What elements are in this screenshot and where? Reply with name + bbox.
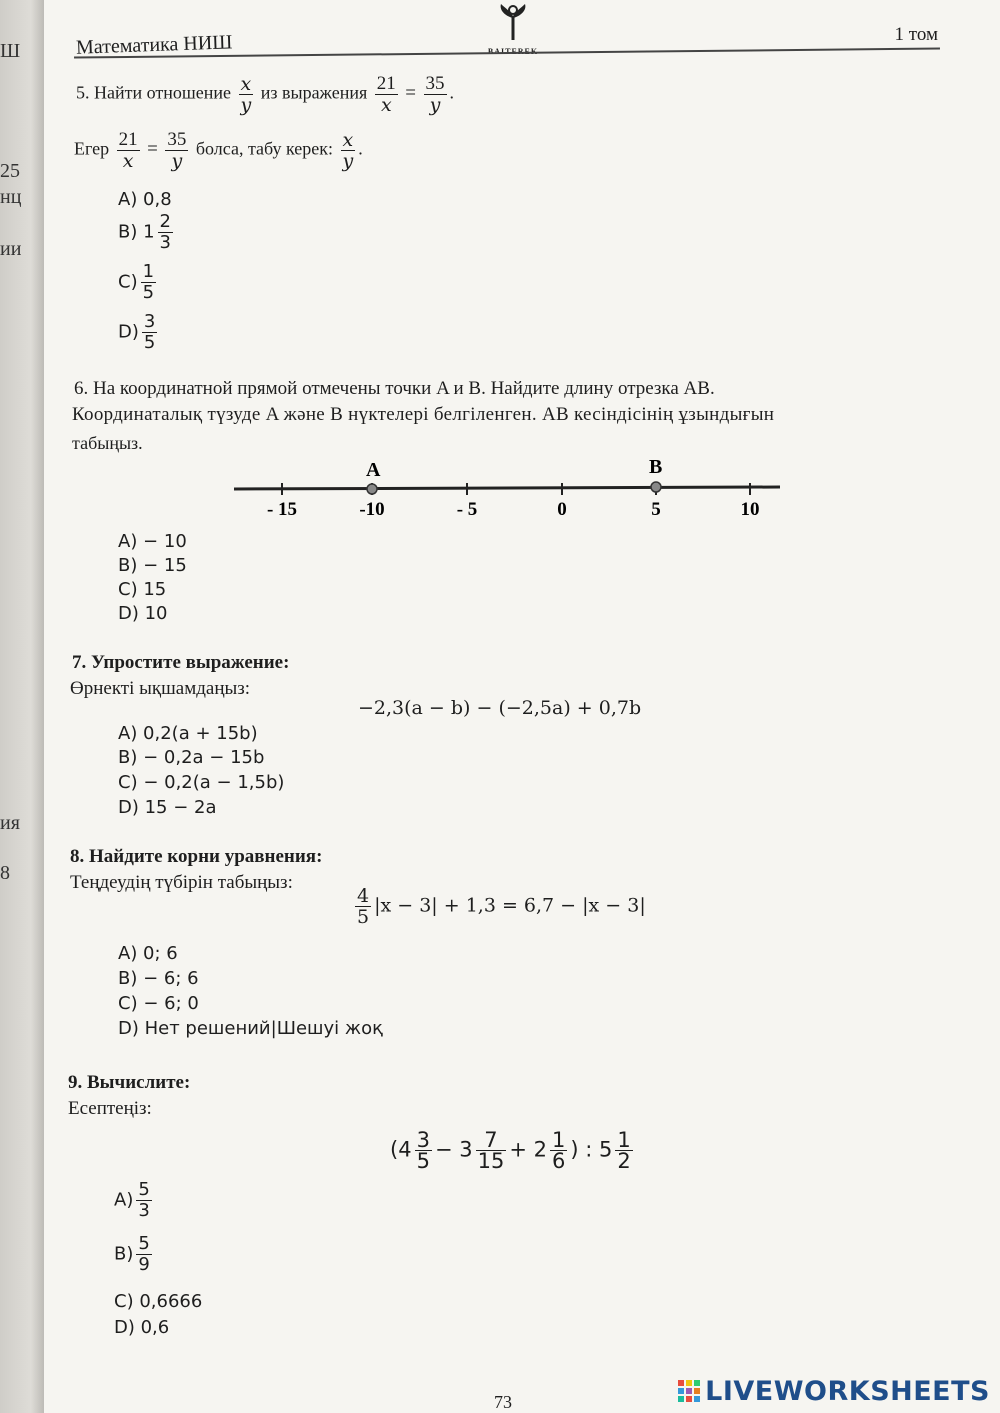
point-b-marker [651, 482, 661, 492]
fraction: $\frac{21}{x}$ [376, 73, 396, 116]
q6-prompt-ru: 6. На координатной прямой отмечены точки A и B. Найдите длину отрезка AB. [74, 378, 715, 399]
liveworksheets-logo [677, 1376, 990, 1407]
q8-equation: $\frac{4}{5}$ |x − 3| + 1,3 = 6,7 − |x − 3| [357, 885, 646, 928]
tick-label: 0 [557, 499, 567, 520]
q5-option-a[interactable]: A) 0,8 [118, 189, 172, 210]
fraction: $\frac{x}{y}$ [240, 73, 252, 116]
q9-prompt-kz: Есептеңіз: [68, 1098, 152, 1119]
q7-expression: −2,3(a − b) − (−2,5a) + 0,7b [358, 697, 642, 719]
fraction: $\frac{21}{x}$ [118, 129, 138, 172]
tick-label: - 15 [266, 499, 298, 520]
tick-label: 5 [651, 499, 661, 520]
fraction: $\frac{5}{9}$ [138, 1233, 150, 1275]
q8-option-d[interactable]: D) Нет решений|Шешуі жоқ [118, 1018, 383, 1039]
fraction: $\frac{7}{15}$ [477, 1128, 505, 1173]
q9-option-d[interactable]: D) 0,6 [114, 1317, 170, 1338]
q5-option-d[interactable]: D) $\frac{3}{5}$ [118, 311, 156, 353]
q8-option-a[interactable]: A) 0; 6 [118, 943, 178, 964]
q6-option-a[interactable]: A) − 10 [118, 531, 187, 552]
q7-option-d[interactable]: D) 15 − 2a [118, 797, 217, 818]
q8-option-c[interactable]: C) − 6; 0 [118, 993, 199, 1014]
q9-prompt-ru: 9. Вычислите: [68, 1072, 191, 1093]
tick-label: 10 [740, 499, 760, 520]
q7-prompt-kz: Өрнекті ықшамдаңыз: [70, 678, 251, 699]
fraction: $\frac{5}{3}$ [138, 1179, 150, 1221]
q7-prompt-ru: 7. Упростите выражение: [72, 652, 290, 673]
margin-fragment: нц [0, 186, 22, 208]
q5-option-b[interactable]: B) 1 $\frac{2}{3}$ [118, 211, 171, 253]
q6-option-c[interactable]: C) 15 [118, 579, 167, 600]
point-a-marker [367, 484, 377, 494]
q9-option-c[interactable]: C) 0,6666 [114, 1291, 203, 1312]
fraction: $\frac{4}{5}$ [357, 885, 370, 928]
liveworksheets-text: LIVEWORKSHEETS [705, 1376, 990, 1407]
tick-label: -10 [359, 499, 385, 520]
q5-prompt-ru: 5. Найти отношение $\frac{x}{y}$ из выражения $\frac{21}{x}$ = $\frac{35}{y}$ . [76, 73, 455, 116]
number-line [234, 455, 794, 525]
fraction: $\frac{2}{3}$ [159, 211, 171, 253]
fraction: $\frac{3}{5}$ [143, 311, 156, 353]
q8-option-b[interactable]: B) − 6; 6 [118, 968, 199, 989]
fraction: $\frac{1}{6}$ [551, 1128, 566, 1173]
tree-logo-icon [491, 2, 535, 42]
q7-option-a[interactable]: A) 0,2(a + 15b) [118, 723, 258, 744]
q8-prompt-ru: 8. Найдите корни уравнения: [70, 846, 323, 867]
header-title: Математика НИШ [75, 31, 233, 59]
margin-fragment: Ш [0, 40, 21, 62]
q6-option-b[interactable]: B) − 15 [118, 555, 187, 576]
q6-prompt-kz-end: табыңыз. [72, 433, 143, 453]
point-a-label: A [366, 459, 381, 481]
q9-option-b[interactable]: B) $\frac{5}{9}$ [114, 1233, 150, 1275]
q9-option-a[interactable]: A) $\frac{5}{3}$ [114, 1179, 150, 1221]
page-number: 73 [494, 1392, 512, 1412]
q5-option-c[interactable]: C) $\frac{1}{5}$ [118, 261, 155, 303]
fraction: $\frac{35}{y}$ [425, 73, 445, 116]
q7-option-b[interactable]: B) − 0,2a − 15b [118, 747, 265, 768]
tick-label: - 5 [456, 499, 478, 520]
volume-label: 1 том [894, 24, 938, 45]
liveworksheets-grid-icon [677, 1379, 701, 1403]
margin-fragment: 8 [0, 862, 10, 884]
number-line-axis [234, 487, 780, 489]
fraction: $\frac{35}{y}$ [167, 129, 187, 172]
q6-prompt-kz: Координаталық түзуде A және B нүктелері белгіленген. AB кесіндісінің ұзындығын [72, 404, 775, 425]
worksheet-page [44, 0, 1000, 1413]
fraction: $\frac{3}{5}$ [416, 1128, 430, 1173]
fraction: $\frac{x}{y}$ [342, 129, 354, 172]
margin-fragment: ия [0, 812, 20, 834]
margin-fragment: ии [0, 238, 22, 260]
q7-option-c[interactable]: C) − 0,2(a − 1,5b) [118, 772, 285, 793]
q8-prompt-kz: Теңдеудің түбірін табыңыз: [70, 872, 293, 893]
margin-fragment: 25 [0, 160, 20, 182]
q5-prompt-kz: Егер $\frac{21}{x}$ = $\frac{35}{y}$ болса, табу керек: $\frac{x}{y}$ . [74, 129, 363, 172]
point-b-label: B [649, 456, 663, 478]
baiterek-logo [478, 2, 548, 58]
fraction: $\frac{1}{5}$ [142, 261, 155, 303]
fraction: $\frac{1}{2}$ [617, 1128, 631, 1173]
q9-expression: (4 $\frac{3}{5}$ − 3 $\frac{7}{15}$ + 2 $\frac{1}{6}$ ) : 5 $\frac{1}{2}$ [390, 1128, 631, 1173]
left-page-edge [0, 0, 44, 1413]
q6-option-d[interactable]: D) 10 [118, 603, 168, 624]
